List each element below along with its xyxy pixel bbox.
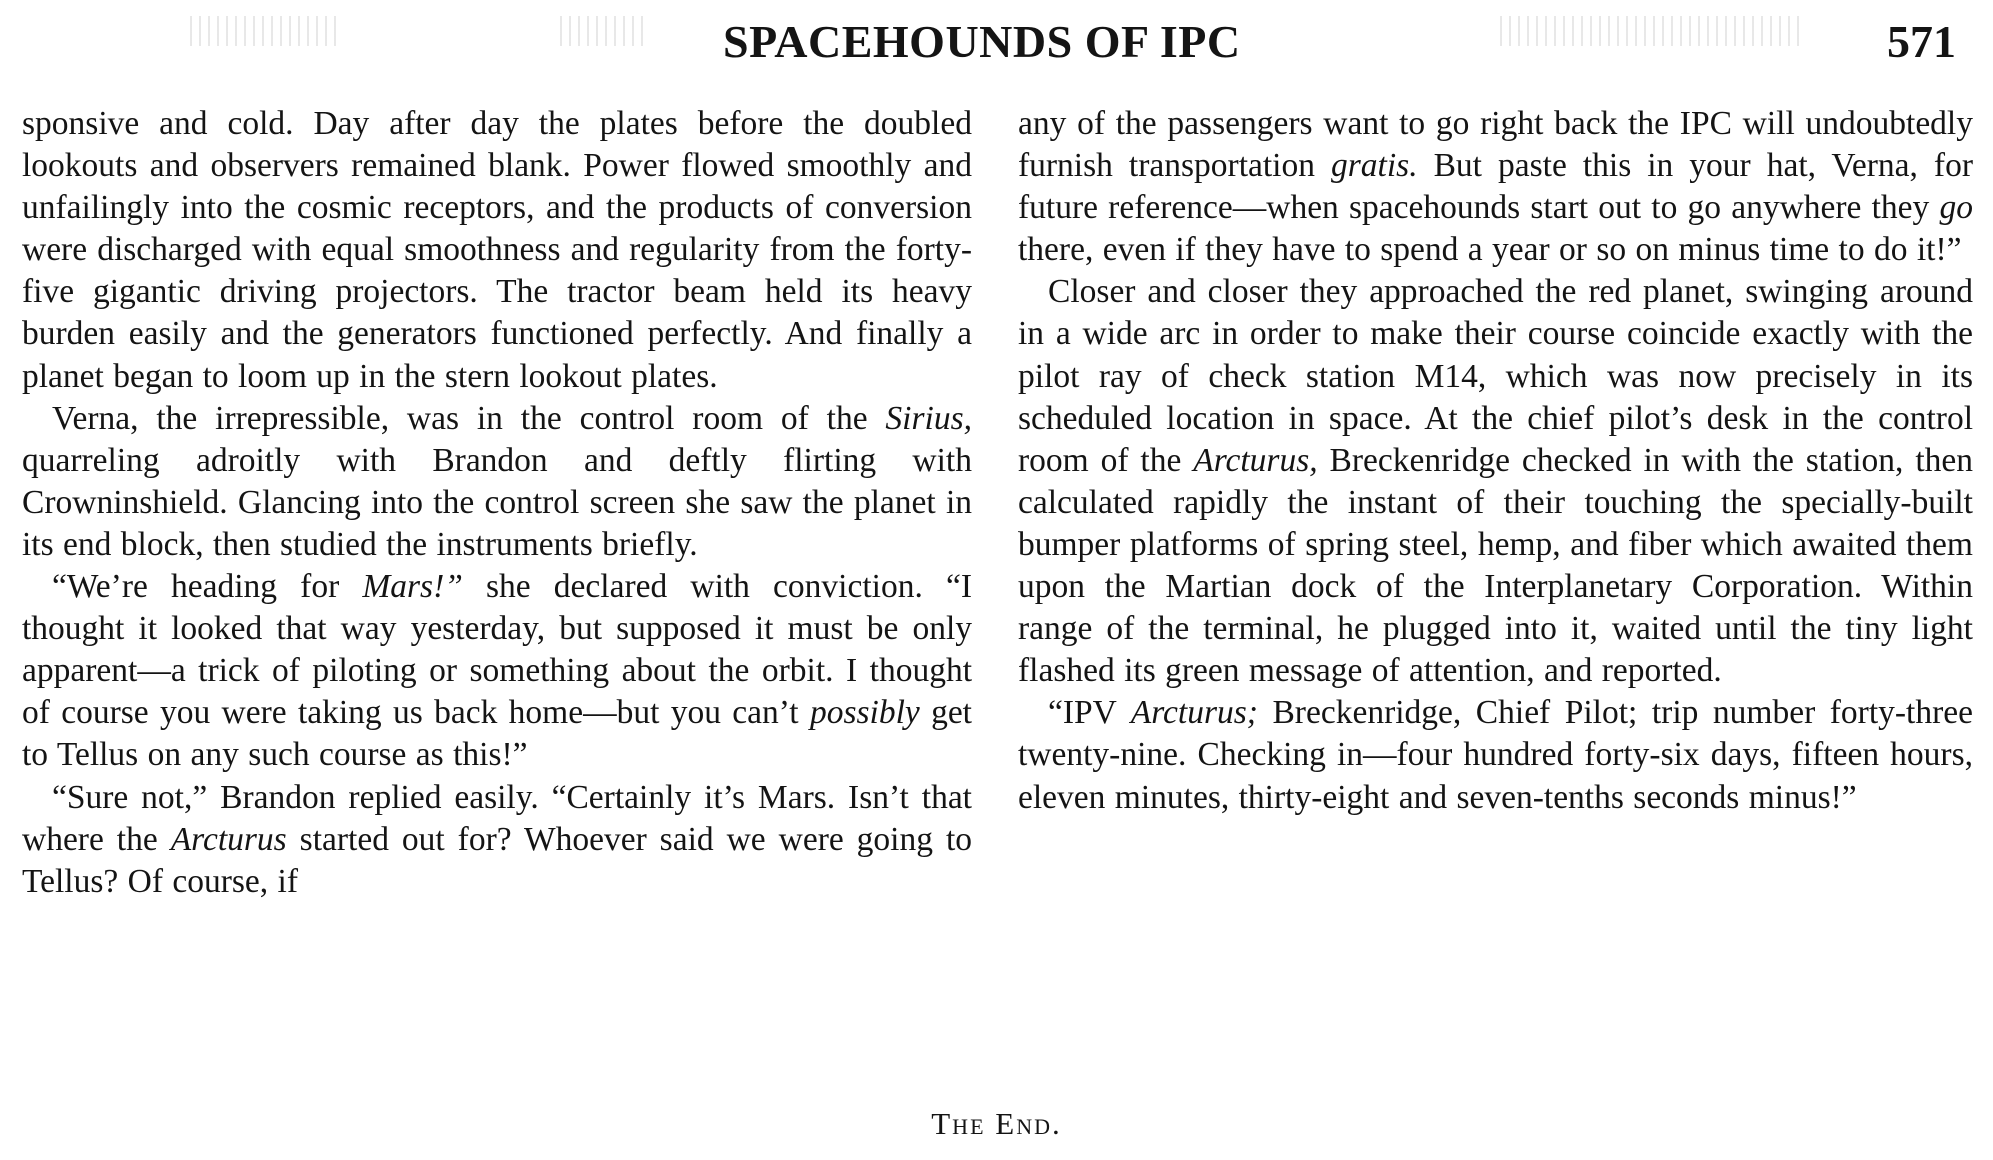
paragraph-text: Verna, the irrepressible, was in the control room of the <box>52 399 886 437</box>
paragraph <box>22 777 972 903</box>
paragraph <box>1018 271 1973 692</box>
the-end-label: The End. <box>931 1106 1062 1141</box>
page-number: 571 <box>1887 16 1956 67</box>
paragraph-text: she declared with conviction. “I thought it looked that way yesterday, but supposed it must be only apparent—a trick of piloting or something about the orbit. I thought of course you were taking us back home—but you can’t <box>22 568 972 732</box>
paragraph-text: But paste this in your hat, Verna, for future reference—when spacehounds start out to go anywhere they <box>1018 147 1973 227</box>
paragraph-text: started out for? Whoever said we were going to Tellus? Of course, if <box>22 820 972 900</box>
paragraph-text: Breckenridge, Chief Pilot; trip number forty-three twenty-nine. Checking in—four hundred forty-six days, fifteen hours, eleven minutes, thirty-eight and seven-tenths seconds minus!” <box>1018 694 1973 816</box>
italic-text: go <box>1939 189 1973 227</box>
paragraph <box>22 398 972 566</box>
paragraph <box>22 103 972 398</box>
paragraph-text: Breckenridge checked in with the station, then calculated rapidly the instant of their touching the specially-built bumper platforms of spring steel, hemp, and fiber which awaited them upon the Martian dock of the Interplanetary Corporation. Within range of the terminal, he plugged into it, waited until the tiny light flashed its green message of attention, and reported. <box>1018 441 1974 690</box>
paragraph <box>1018 103 1973 271</box>
paragraph-text: there, even if they have to spend a year or so on minus time to do it!” <box>1018 231 1962 269</box>
right-text-column <box>1018 103 1973 819</box>
paragraph-text: “IPV <box>1048 694 1131 732</box>
paragraph-text: Closer and closer they approached the red planet, swinging around in a wide arc in order to make their course coincide exactly with the pilot ray of check station M14, which was now precisely in its scheduled location in space. At the chief pilot’s desk in the control room of the <box>1018 273 1973 479</box>
paragraph-text: quarreling adroitly with Brandon and deftly flirting with Crowninshield. Glancing into the control screen she saw the planet in its end block, then studied the instruments briefly. <box>22 441 972 563</box>
paragraph-text: any of the passengers want to go right back the IPC will undoubtedly furnish transportation <box>1018 105 1973 185</box>
running-head <box>0 14 1993 84</box>
running-title: SPACEHOUNDS OF IPC <box>723 16 1241 67</box>
paragraph-text: get to Tellus on any such course as this!” <box>22 694 972 774</box>
italic-text: Arcturus, <box>1193 441 1318 479</box>
paragraph-text: “Sure not,” Brandon replied easily. “Certainly it’s Mars. Isn’t that where the <box>22 778 972 858</box>
italic-text: Arcturus; <box>1130 694 1258 732</box>
paragraph <box>22 566 972 776</box>
italic-text: possibly <box>809 694 920 732</box>
italic-text: Sirius, <box>885 399 972 437</box>
italic-text: Mars!” <box>362 568 463 606</box>
paragraph-text: sponsive and cold. Day after day the plates before the doubled lookouts and observers remained blank. Power flowed smoothly and unfailingly into the cosmic receptors, and the products of conversion were discharged with equal smoothness and regularity from the forty-five gigantic driving projectors. The tractor beam held its heavy burden easily and the generators functioned perfectly. And finally a planet began to loom up in the stern lookout plates. <box>22 105 972 395</box>
left-text-column <box>22 103 972 903</box>
italic-text: gratis. <box>1331 147 1418 185</box>
paragraph <box>1018 692 1973 818</box>
italic-text: Arcturus <box>170 820 287 858</box>
paragraph-text: “We’re heading for <box>52 568 363 606</box>
